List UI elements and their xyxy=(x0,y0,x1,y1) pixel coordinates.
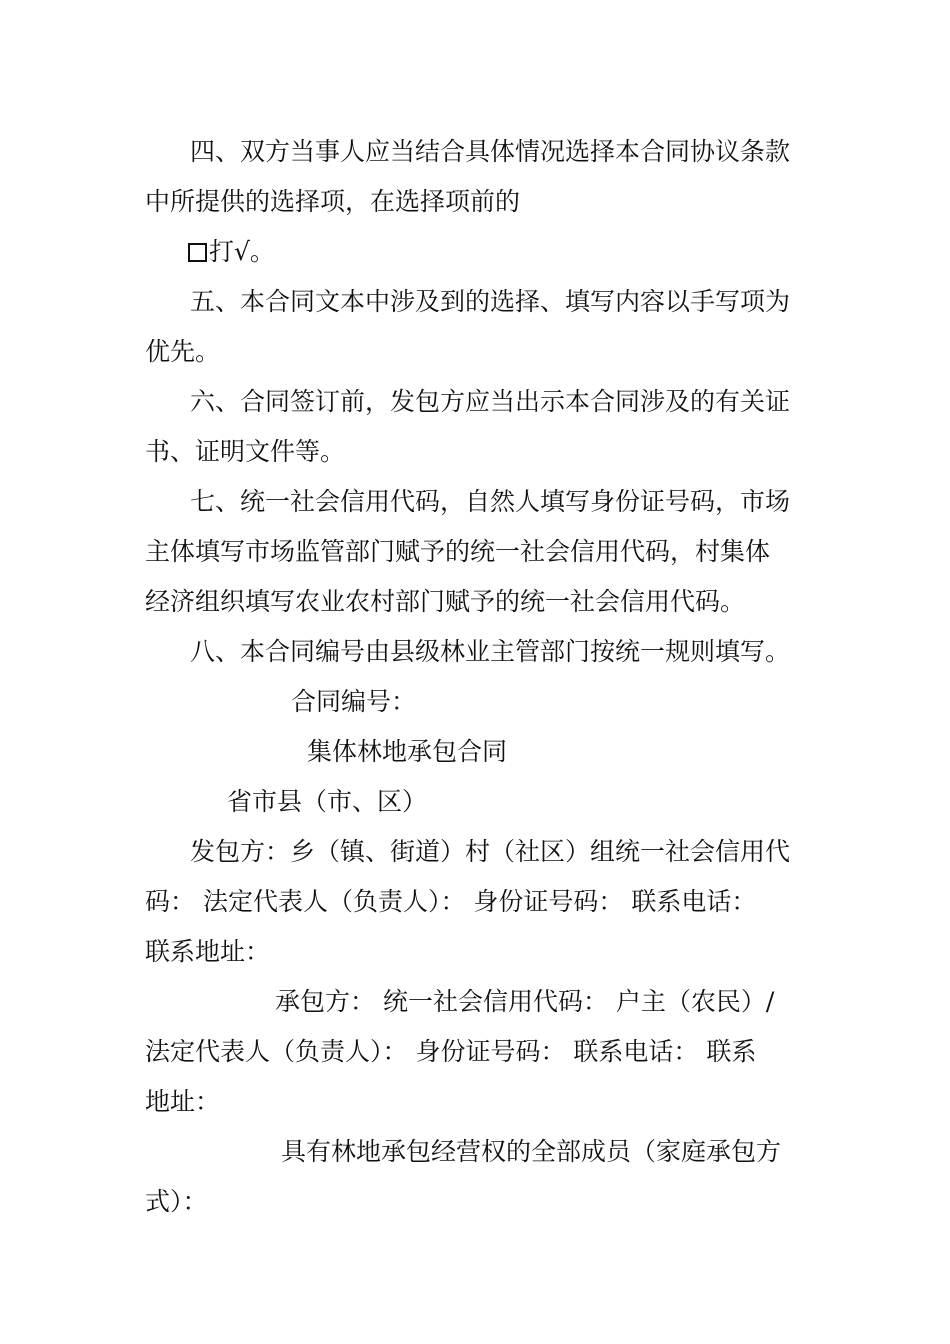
item-4-line-1: 四、双方当事人应当结合具体情况选择本合同协议条款 xyxy=(190,137,791,166)
checkbox-icon xyxy=(188,243,207,262)
contractor-line-3: 地址： xyxy=(145,1087,221,1116)
employer-line-1: 发包方：乡（镇、街道）村（社区）组统一社会信用代 xyxy=(190,837,791,866)
location-line: 省市县（市、区） xyxy=(227,787,428,816)
item-4-line-3 xyxy=(145,236,810,268)
employer-line-3: 联系地址： xyxy=(145,937,271,966)
contract-title: 集体林地承包合同 xyxy=(307,737,508,766)
item-5-line-1: 五、本合同文本中涉及到的选择、填写内容以手写项为 xyxy=(190,287,791,316)
contractor-line-2: 法定代表人（负责人）： 身份证号码： 联系电话： 联系 xyxy=(145,1037,757,1066)
contractor-line-1: 承包方： 统一社会信用代码： 户主（农民）/ xyxy=(275,987,775,1016)
item-8-line-1: 八、本合同编号由县级林业主管部门按统一规则填写。 xyxy=(190,637,791,666)
item-7-line-2: 主体填写市场监管部门赋予的统一社会信用代码，村集体 xyxy=(145,537,771,566)
members-line-1: 具有林地承包经营权的全部成员（家庭承包方 xyxy=(281,1137,782,1166)
check-instruction: 打√。 xyxy=(209,237,275,266)
item-6-line-1: 六、合同签订前，发包方应当出示本合同涉及的有关证 xyxy=(190,387,791,416)
item-7-line-3: 经济组织填写农业农村部门赋予的统一社会信用代码。 xyxy=(145,587,746,616)
item-7-line-1: 七、统一社会信用代码，自然人填写身份证号码，市场 xyxy=(190,487,791,516)
members-line-2: 式）： xyxy=(145,1187,208,1216)
item-6-line-2: 书、证明文件等。 xyxy=(145,437,346,466)
employer-line-2: 码： 法定代表人（负责人）： 身份证号码： 联系电话： xyxy=(145,887,757,916)
contract-number-label: 合同编号： xyxy=(291,687,417,716)
item-4-line-2: 中所提供的选择项，在选择项前的 xyxy=(145,187,521,216)
item-5-line-2: 优先。 xyxy=(145,337,221,366)
